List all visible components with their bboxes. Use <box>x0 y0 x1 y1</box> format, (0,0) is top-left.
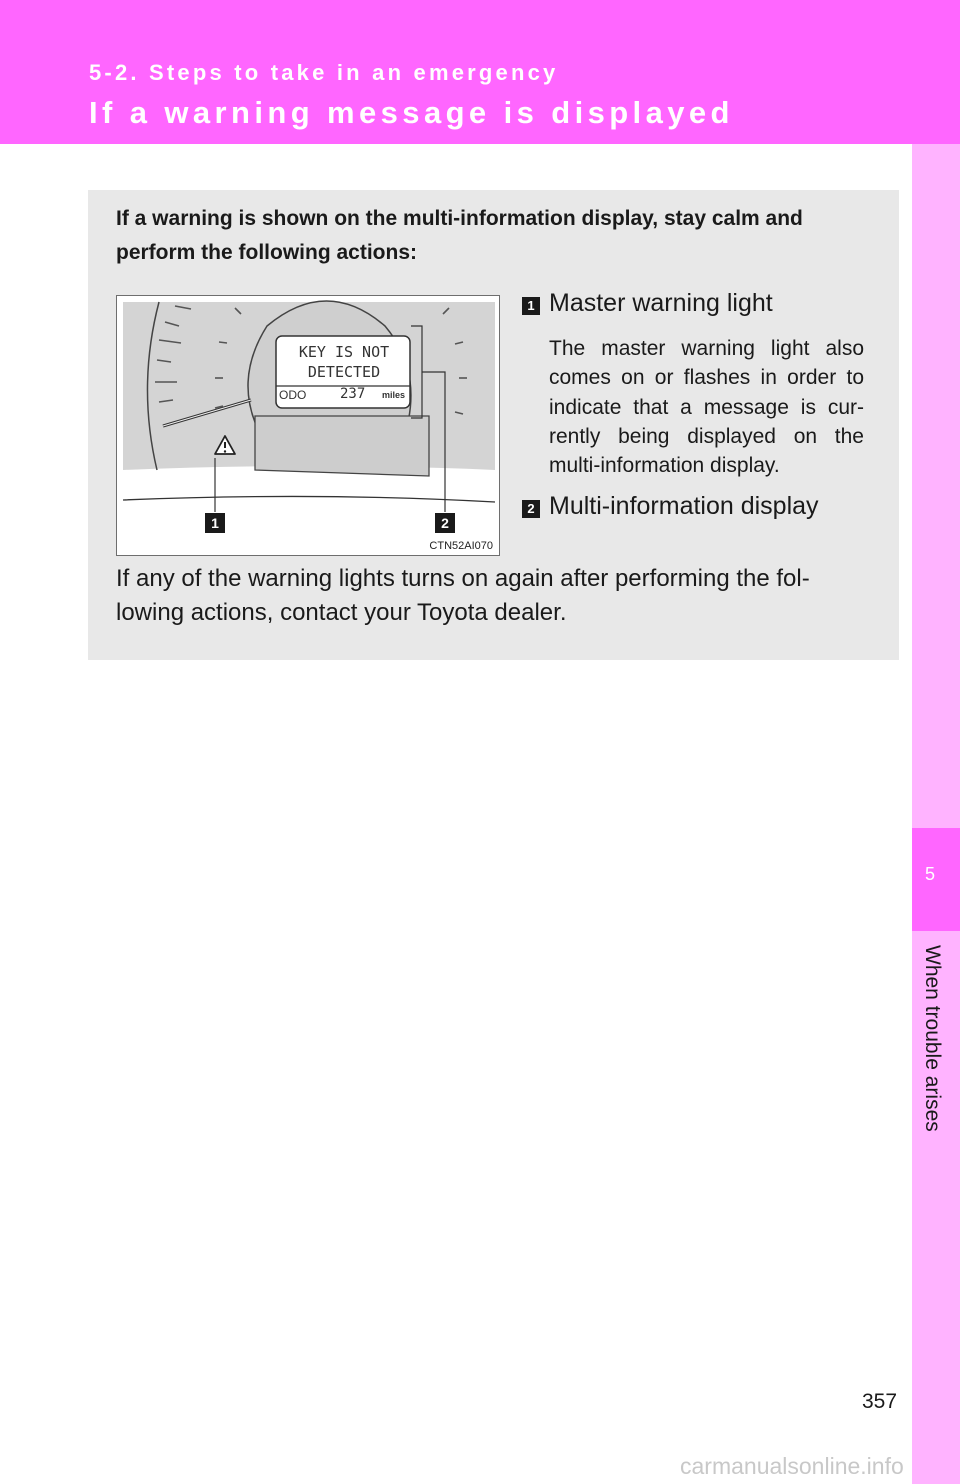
odo-unit: miles <box>382 390 406 400</box>
page-title: If a warning message is displayed <box>89 95 734 130</box>
callout-body-master-warning: The master warning light also comes on or flashes in order to indicate that a message is cur-rently being displayed on the multi-information display. <box>549 337 864 478</box>
lcd-line-1: KEY IS NOT <box>298 343 390 361</box>
figure-badge-1: 1 <box>205 513 225 533</box>
chapter-number: 5 <box>924 864 935 884</box>
lcd-line-2: DETECTED <box>307 363 381 381</box>
watermark: carmanualsonline.info <box>680 1453 904 1479</box>
callout-badge-1: 1 <box>522 297 540 315</box>
section-label: 5-2. Steps to take in an emergency <box>89 60 559 85</box>
figure-code: CTN52AI070 <box>429 540 493 552</box>
odo-label: ODO <box>279 388 307 402</box>
callout-title-multi-info: Multi-information display <box>549 492 819 520</box>
callout-title-master-warning: Master warning light <box>549 289 773 317</box>
display-housing <box>255 416 429 476</box>
intro-text: If a warning is shown on the multi-information display, stay calm and perform the following actions: <box>116 207 803 264</box>
odo-value: 237 <box>340 386 366 402</box>
dash-line <box>123 496 495 502</box>
callout-badge-2: 2 <box>522 500 540 518</box>
closing-text: If any of the warning lights turns on again after performing the fol-lowing actions, contact your Toyota dealer. <box>116 565 810 626</box>
page-number: 357 <box>862 1390 898 1413</box>
header-banner <box>0 0 960 144</box>
instrument-cluster-figure <box>116 295 500 556</box>
chapter-title: When trouble arises <box>921 945 944 1132</box>
side-strip <box>912 144 960 1484</box>
figure-badge-2: 2 <box>435 513 455 533</box>
